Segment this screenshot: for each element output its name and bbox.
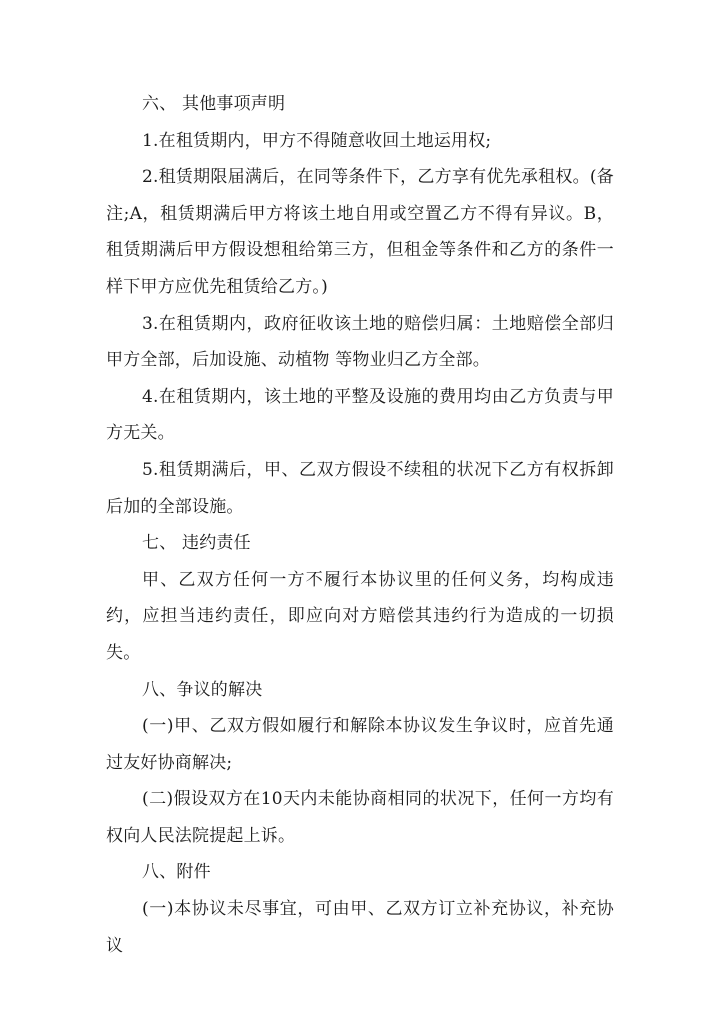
clause-2: 2.租赁期限届满后，在同等条件下，乙方享有优先承租权。(备注;A，租赁期满后甲方将该土地自用或空置乙方不得有异议。B，租赁期满后甲方假设想租给第三方，但租金等条件和乙方的条件一样下甲方应优先租赁给乙方。) — [106, 167, 614, 297]
attachment-item-1: (一)本协议未尽事宜，可由甲、乙双方订立补充协议，补充协议 — [106, 899, 614, 956]
clause-1: 1.在租赁期内，甲方不得随意收回土地运用权; — [142, 130, 492, 151]
clause-4: 4.在租赁期内，该土地的平整及设施的费用均由乙方负责与甲方无关。 — [106, 386, 614, 444]
section-heading-attachment: 八、附件 — [142, 862, 211, 883]
clause-5: 5.租赁期满后，甲、乙双方假设不续租的状况下乙方有权拆卸后加的全部设施。 — [106, 459, 614, 517]
dispute-item-1: (一)甲、乙双方假如履行和解除本协议发生争议时，应首先通过友好协商解决; — [106, 716, 614, 773]
breach-paragraph: 甲、乙双方任何一方不履行本协议里的任何义务，均构成违约，应担当违约责任，即应向对方赔偿其违约行为造成的一切损失。 — [106, 569, 614, 663]
section-heading-breach: 七、 违约责任 — [142, 533, 251, 554]
document-body — [106, 86, 614, 964]
section-heading-other-matters: 六、 其他事项声明 — [142, 94, 286, 114]
dispute-item-2: (二)假设双方在10天内未能协商相同的状况下，任何一方均有权向人民法院提起上诉。 — [106, 789, 614, 846]
section-heading-dispute: 八、争议的解决 — [142, 679, 263, 700]
clause-3: 3.在租赁期内，政府征收该土地的赔偿归属：土地赔偿全部归甲方全部，后加设施、动植物 等物业归乙方全部。 — [106, 313, 614, 371]
